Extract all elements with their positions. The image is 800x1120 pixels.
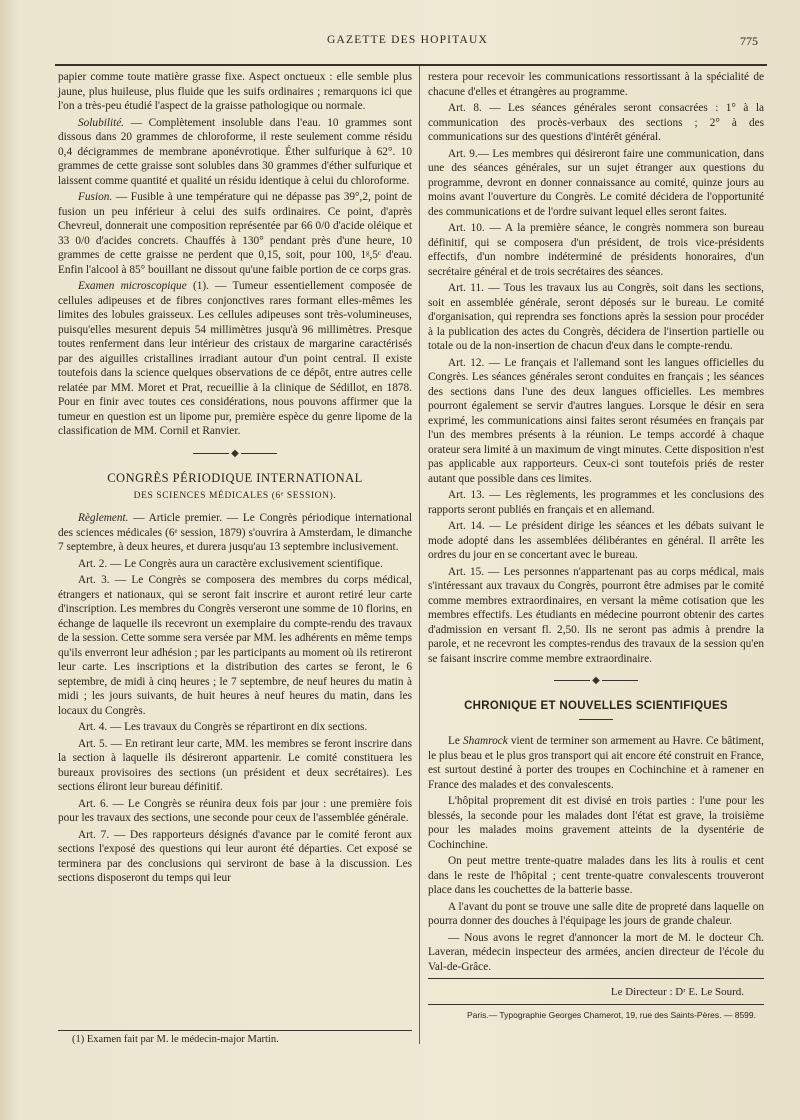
paragraph-solubility <box>58 116 412 189</box>
paragraph-article-10: Art. 10. — A la première séance, le congrès nommera son bureau définitif, qui se composera d'un président, de trois vice-présidents effectifs, d'un nombre indéterminé de présidents honoraires, d'un secrétaire général et de trois secrétaires des séances. <box>428 222 764 278</box>
paragraph-shamrock <box>428 734 764 792</box>
paragraph-aspect: papier comme toute matière grasse fixe. Aspect onctueux : elle semble plus jaune, plus huileuse, plus fluide que les suifs ordinaires ; remarquons ici que l'on a très-peu étudié l'aspect de la graisse pathologique ou normale. <box>58 71 412 112</box>
paragraph-article-5: Art. 5. — En retirant leur carte, MM. les membres se feront inscrire dans la section à laquelle ils désireront appartenir. Le comité constituera les bureaux provisoires des sections (un président et deux secrétaires). Les sections éliront leur bureau définitif. <box>58 737 412 793</box>
section-ornament: ◆ <box>58 447 412 462</box>
text-article-1: — Article premier. — Le Congrès périodique international des sciences médicales (6ᵉ session, 1879) s'ouvrira à Amsterdam, le dimanche 7 septembre, à deux heures, et durera jusqu'au 13 septembre inclusivement. <box>58 512 412 553</box>
text-shamrock: vient de terminer son armement au Havre. Ce bâtiment, le plus beau et le plus gros transport qui ait encore été construit en France, est surtout destiné à porter des troupes en Cochinchine et à ramener en France des malades et des convalescents. <box>428 735 764 791</box>
page-number: 775 <box>740 34 758 48</box>
page-header <box>55 30 760 54</box>
chronicle-rule <box>579 719 613 720</box>
section-ornament-right: ◆ <box>428 674 764 689</box>
header-rule <box>55 64 767 66</box>
paragraph-fusion <box>58 190 412 277</box>
paragraph-microscopy <box>58 279 412 439</box>
signature-rule <box>428 978 764 979</box>
printer-line: Paris.— Typographie Georges Chamerot, 19, rue des Saints-Pères. — 8599. <box>467 1009 756 1020</box>
label-fusion: Fusion. <box>78 191 113 203</box>
paragraph-article-15: Art. 15. — Les personnes n'appartenant pas au corps médical, mais s'intéressant aux travaux du Congrès, pourront être admises par le comité comme membres extraordinaires, en versant la même cotisation que les membres effectifs. Les étudiants en médecine pourront obtenir des cartes d'admission en versant fl. 2,50. Ils ne seront pas admis à prendre la parole, et ne recevront les comptes-rendus des travaux de la session qu'en se faisant inscrire comme membre extraordinaire. <box>428 565 764 665</box>
label-solubility: Solubilité. <box>78 116 125 129</box>
ship-name: Shamrock <box>463 735 508 747</box>
paragraph-article-14: Art. 14. — Le président dirige les séances et les débats suivant le mode adopté dans les assemblées délibérantes en général. Il arrête les ordres du jour en se concertant avec le bureau. <box>428 520 764 561</box>
paragraph-article-6: Art. 6. — Le Congrès se réunira deux fois par jour : une première fois pour les travaux des sections, une seconde pour ceux de l'assemblée générale. <box>58 797 412 824</box>
chronicle-title: CHRONIQUE ET NOUVELLES SCIENTIFIQUES <box>464 699 728 712</box>
director-signature: Le Directeur : Dʳ E. Le Sourd. <box>610 986 744 998</box>
paragraph-obituary: — Nous avons le regret d'annoncer la mort de M. le docteur Ch. Laveran, médecin inspecteur des armées, ancien directeur de l'école du Val-de-Grâce. <box>428 931 764 973</box>
text-fusion: — Fusible à une température qui ne dépasse pas 39°,2, point de fusion un peu inférieur à celui des suifs ordinaires. Ce point, d'après Chevreul, donnerait une composition représentée par 66 0/0 d'acide oléique et 33 0/0 d'acides concrets. Chauffés à 130° pendant près d'une heure, 10 grammes de cette graisse ne perdent que 0,15, soit, pour 100, 1ᵍ,5ᶜ d'eau. Enfin l'alcool à 85° bouillant ne dissout qu'une faible portion de ce corps gras. <box>58 191 412 276</box>
left-column <box>58 70 412 888</box>
paragraph-continuation: restera pour recevoir les communications ressortissant à la spécialité de chacune d'elles et étrangères au programme. <box>428 71 764 98</box>
column-divider <box>419 66 420 1044</box>
paragraph-article-8: Art. 8. — Les séances générales seront consacrées : 1° à la communication des procès-verbaux des sections ; 2° à des communications sur des questions d'intérêt général. <box>428 102 764 143</box>
paragraph-reglement <box>58 511 412 555</box>
congress-title: CONGRÈS PÉRIODIQUE INTERNATIONAL <box>107 471 363 485</box>
label-microscopy: Examen microscopique <box>78 280 187 292</box>
paragraph-showers: A l'avant du pont se trouve une salle dite de propreté dans laquelle on pourra donner des douches à l'équipage les jours de grande chaleur. <box>428 900 764 927</box>
paragraph-article-4: Art. 4. — Les travaux du Congrès se répartiront en dix sections. <box>78 721 368 733</box>
paragraph-article-13: Art. 13. — Les règlements, les programmes et les conclusions des rapports seront publiés en français et en allemand. <box>428 489 764 516</box>
text-solubility: — Complètement insoluble dans l'eau. 10 grammes sont dissous dans 20 grammes de chloroforme, il reste seulement comme résidu 0,4 décigrammes de membrane aponévrotique. Éther sulfurique à 62°. 10 grammes de cette graisse sont solubles dans 30 grammes d'éther sulfurique et laissent comme quantité et qualité un résidu identique à celui du chloroforme. <box>58 116 412 187</box>
paragraph-article-12: Art. 12. — Le français et l'allemand sont les langues officielles du Congrès. Les séances générales seront conduites en français ; les séances des sections dans l'une des deux langues officielles. Les membres pourront également se servir d'autres langues. Lorsque le désir en sera exprimé, les communications ainsi faites seront résumées en français par l'un des membres présents à la réunion. Le temps accordé à chaque orateur sera limité à un maximum de vingt minutes. Cette disposition n'est pas applicable aux rapporteurs. Ceux-ci sont toutefois priés de rester autant que possible dans ces limites. <box>428 356 764 485</box>
journal-title: GAZETTE DES HOPITAUX <box>326 34 489 46</box>
label-reglement: Règlement. <box>78 512 129 524</box>
paragraph-hospital: L'hôpital proprement dit est divisé en trois parties : l'une pour les blessés, la seconde pour les malades dont l'état est grave, la troisième pour les malades moins gravement atteints de la dysentérie de Cochinchine. <box>428 795 764 851</box>
paragraph-article-11: Art. 11. — Tous les travaux lus au Congrès, soit dans les sections, soit en assemblée générale, seront déposés sur le bureau. Le comité d'organisation, qui reprendra ses fonctions après la session pour procéder à la publication des actes du Congrès, décidera de l'insertion partielle ou totale ou de la non-insertion de chacun d'eux dans le compte-rendu. <box>428 282 764 352</box>
paragraph-article-2: Art. 2. — Le Congrès aura un caractère exclusivement scientifique. <box>78 557 383 570</box>
text-microscopy: (1). — Tumeur essentiellement composée de cellules adipeuses et de fibres conjonctives rares formant elles-mêmes les limites des lobules graisseux. Les cellules adipeuses sont très-volumineuses, puisqu'elles mesurent depuis 54 millimètres jusqu'à 96 millimètres. Presque toutes renferment dans leur intérieur des cristaux de margarine caractérisés par des aiguilles cristallines irradiant autour d'un point central. Il existe toutefois dans la science quelques observations de ce dépôt, entre autres celle relatée par MM. Moret et Prat, recueillie à la clinique de Sédillot, en 1878. Pour en finir avec toutes ces considérations, nous pouvons affirmer que la tumeur en question est un lipome pur, première espèce du genre lipome de la classification de MM. Cornil et Ranvier. <box>58 280 413 437</box>
text-shamrock-intro: Le <box>448 735 464 747</box>
paragraph-article-9: Art. 9.— Les membres qui désireront faire une communication, dans une des séances générales, sur un sujet étranger aux questions du programme, devront en donner connaissance au comité, quinze jours au moins avant l'ouverture du Congrès. Le comité décidera de l'opportunité des communications et de l'ordre suivant lequel elles seront faites. <box>428 147 764 218</box>
footnote-rule <box>58 1030 412 1031</box>
right-column <box>428 70 764 1022</box>
printer-rule <box>428 1004 764 1005</box>
congress-subtitle: DES SCIENCES MÉDICALES (6ᵉ SESSION). <box>133 490 337 501</box>
paragraph-article-7: Art. 7. — Des rapporteurs désignés d'avance par le comité feront aux sections l'exposé des questions qui leur auront été départies. Cet exposé se terminera par des conclusions qui serviront de base à la discussion. Les sections disposeront du temps qui leur <box>58 828 412 884</box>
paragraph-article-3: Art. 3. — Le Congrès se composera des membres du corps médical, étrangers et nationaux, qui se seront fait inscrire et auront retiré leur carte d'inscription. Les membres du Congrès verseront une somme de 10 florins, en échange de laquelle ils recevront un exemplaire du compte-rendu des travaux de la session. Cette somme sera versée par MM. les adhérents en même temps qu'ils enverront leur adhésion ; par les participants au moment où ils retireront leur carte. Les inscriptions et la distribution des cartes se feront, le 6 septembre, de midi à cinq heures ; le 7 septembre, de neuf heures du matin à midi ; les jours suivants, de huit heures à neuf heures du matin, dans les locaux du Congrès. <box>58 574 412 717</box>
paragraph-beds: On peut mettre trente-quatre malades dans les lits à roulis et cent dans le reste de l'hôpital ; cent trente-quatre convalescents trouveront place dans les couchettes de la batterie basse. <box>428 855 764 896</box>
footnote: (1) Examen fait par M. le médecin-major Martin. <box>72 1034 279 1045</box>
